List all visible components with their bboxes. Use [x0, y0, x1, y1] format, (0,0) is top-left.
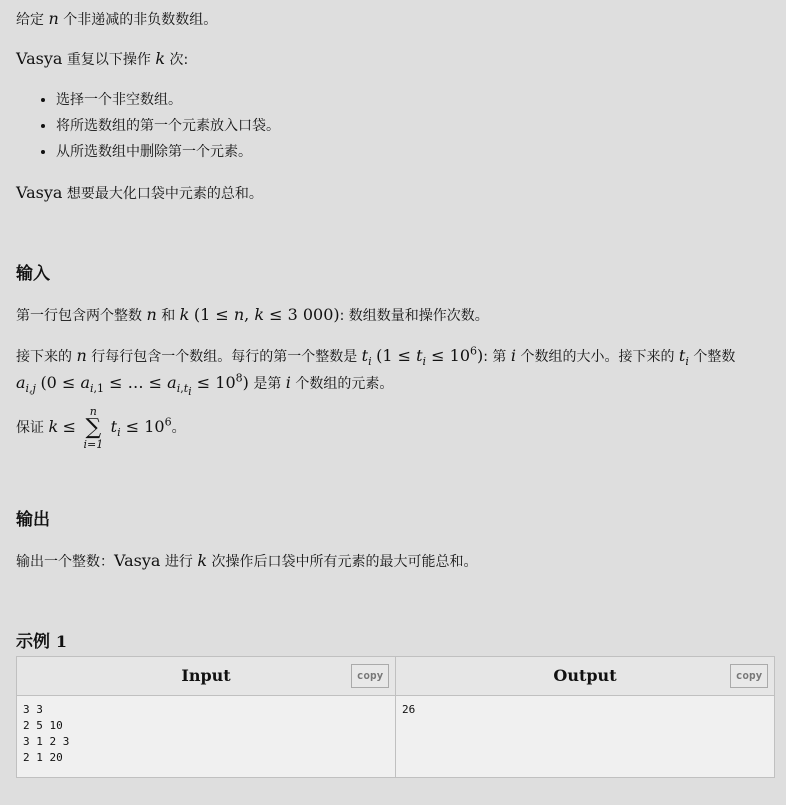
text: 个整数 — [693, 349, 736, 365]
math-sum-body: $t_i \le 10^6$ — [110, 415, 172, 440]
text: 行每行包含一个数组。每行的第一个整数是 — [91, 349, 358, 365]
name-vasya: Vasya — [16, 183, 63, 202]
name-vasya: Vasya — [16, 49, 63, 68]
text: 。 — [171, 420, 186, 436]
text: : 第 — [483, 349, 507, 365]
text: 保证 — [16, 420, 44, 436]
copy-input-button[interactable]: copy — [351, 664, 389, 688]
text: 进行 — [164, 554, 193, 570]
math-ti: $t_i$ — [361, 346, 372, 369]
ops-end: 次: — [169, 52, 189, 68]
math-constraint: ($0 \le a_{i,1}$ ≤ … ≤ $a_{i,t_i} \le 10^8$) — [40, 371, 249, 399]
example-input: 3 3 2 5 10 3 1 2 3 2 1 20 — [17, 696, 396, 778]
intro-prefix: 给定 — [16, 12, 44, 28]
list-item: • 从所选数组中删除第一个元素。 — [56, 139, 774, 165]
text: 个数组的大小。接下来的 — [520, 349, 675, 365]
statement-goal — [16, 181, 774, 205]
math-k: k — [179, 305, 190, 324]
math-n: n — [76, 346, 87, 365]
statement-intro — [16, 7, 774, 31]
statement-operations — [16, 47, 774, 71]
math-sum: n ∑ i=1 — [83, 405, 104, 451]
math-le: ≤ — [62, 417, 77, 436]
math-n: n — [48, 9, 59, 28]
math-constraint: $(1 \le t_i \le 10^6)$ — [376, 344, 484, 369]
list-item: • 选择一个非空数组。 — [56, 87, 774, 113]
math-n: n — [146, 305, 157, 324]
math-k: k — [155, 49, 166, 68]
text: : 数组数量和操作次数。 — [339, 308, 489, 324]
math-ti: $t_i$ — [678, 346, 689, 369]
input-line-2 — [16, 343, 774, 397]
math-k: k — [48, 417, 59, 436]
output-header-label: Output — [553, 666, 617, 685]
ops-mid: 重复以下操作 — [66, 52, 151, 68]
text: 输出一个整数： — [16, 554, 114, 570]
text: 接下来的 — [16, 349, 72, 365]
example-output: 26 — [396, 696, 775, 778]
output-header — [396, 657, 775, 696]
math-i: i — [285, 373, 291, 392]
input-line-1 — [16, 303, 774, 327]
text: 是第 — [253, 376, 282, 392]
input-line-3 — [16, 406, 774, 450]
output-text — [16, 549, 774, 573]
operation-list — [16, 87, 774, 165]
text: 个数组的元素。 — [295, 376, 394, 392]
example-number: 1 — [55, 632, 68, 651]
input-header-label: Input — [181, 666, 231, 685]
text: 次操作后口袋中所有元素的最大可能总和。 — [211, 554, 478, 570]
input-header — [17, 657, 396, 696]
name-vasya: Vasya — [114, 551, 161, 570]
math-i: i — [510, 346, 516, 365]
copy-output-button[interactable]: copy — [730, 664, 768, 688]
text: 和 — [161, 308, 176, 324]
text: 第一行包含两个整数 — [16, 308, 142, 324]
output-heading: 输出 — [16, 510, 50, 530]
intro-text: 个非递减的非负数数组。 — [63, 12, 218, 28]
goal-text: 想要最大化口袋中元素的总和。 — [66, 186, 263, 202]
input-heading: 输入 — [16, 264, 50, 284]
list-item: • 将所选数组的第一个元素放入口袋。 — [56, 113, 774, 139]
example-heading — [16, 630, 774, 656]
math-constraint: (1 ≤ n, k ≤ 3 000) — [193, 305, 340, 324]
example-title: 示例 — [16, 632, 50, 652]
math-aij: $a_{i,j}$ — [16, 373, 36, 396]
example-table — [16, 656, 775, 778]
math-k: k — [197, 551, 208, 570]
